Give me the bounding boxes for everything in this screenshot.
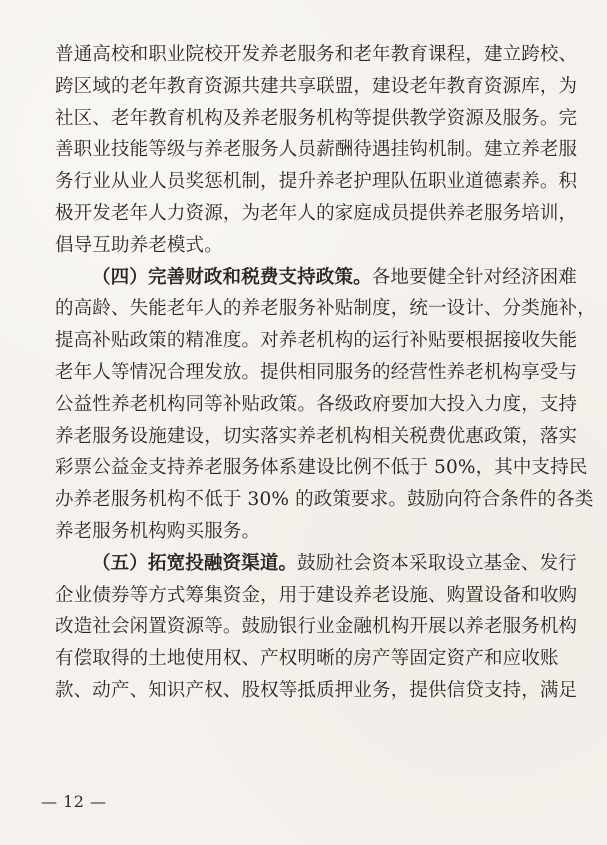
text-line: 倡导互助养老模式。 xyxy=(55,234,223,256)
paragraph-education-resources xyxy=(55,39,578,262)
text-line-body: 鼓励社会资本采取设立基金、发行 xyxy=(297,552,577,574)
document-body xyxy=(55,39,596,707)
text-line: 老年人等情况合理发放。提供相同服务的经营性养老机构享受与 xyxy=(55,361,578,383)
text-line: 公益性养老机构同等补贴政策。各级政府要加大投入力度，支持 xyxy=(55,393,578,415)
text-line: 款、动产、知识产权、股权等抵质押业务，提供信贷支持，满足 xyxy=(55,679,578,701)
text-line: 善职业技能等级与养老服务人员薪酬待遇挂钩机制。建立养老服 xyxy=(55,139,578,161)
page-number: — 12 — xyxy=(41,792,107,811)
text-line: 养老服务设施建设，切实落实养老机构相关税费优惠政策，落实 xyxy=(55,425,578,447)
text-line: 普通高校和职业院校开发养老服务和老年教育课程，建立跨校、 xyxy=(55,44,578,65)
text-line: 办养老服务机构不低于 30% 的政策要求。鼓励向符合条件的各类 xyxy=(55,489,594,511)
text-line: 彩票公益金支持养老服务体系建设比例不低于 50%，其中支持民 xyxy=(55,457,588,479)
text-line: 跨区域的老年教育资源共建共享联盟，建设老年教育资源库，为 xyxy=(55,75,578,97)
text-line: 改造社会闲置资源等。鼓励银行业金融机构开展以养老服务机构 xyxy=(55,616,578,638)
text-line-body: 各地要健全针对经济困难 xyxy=(371,266,577,288)
section-heading: （五）拓宽投融资渠道。 xyxy=(92,552,298,574)
text-line xyxy=(55,262,577,294)
text-line: 务行业从业人员奖惩机制，提升养老护理队伍职业道德素养。积 xyxy=(55,171,578,193)
text-line: 极开发老年人力资源，为老年人的家庭成员提供养老服务培训， xyxy=(55,202,578,224)
text-line: 有偿取得的土地使用权、产权明晰的房产等固定资产和应收账 xyxy=(55,648,559,670)
text-line: 企业债券等方式筹集资金，用于建设养老设施、购置设备和收购 xyxy=(55,584,578,606)
text-line: 养老服务机构购买服务。 xyxy=(55,520,261,542)
text-line xyxy=(55,548,577,580)
paragraph-investment-financing xyxy=(55,548,578,707)
text-line: 提高补贴政策的精准度。对养老机构的运行补贴要根据接收失能 xyxy=(55,330,578,352)
paragraph-finance-tax-support xyxy=(55,262,596,548)
text-line: 的高龄、失能老年人的养老服务补贴制度，统一设计、分类施补， xyxy=(55,298,596,320)
text-line: 社区、老年教育机构及养老服务机构等提供教学资源及服务。完 xyxy=(55,107,578,129)
section-heading: （四）完善财政和税费支持政策。 xyxy=(92,266,372,288)
